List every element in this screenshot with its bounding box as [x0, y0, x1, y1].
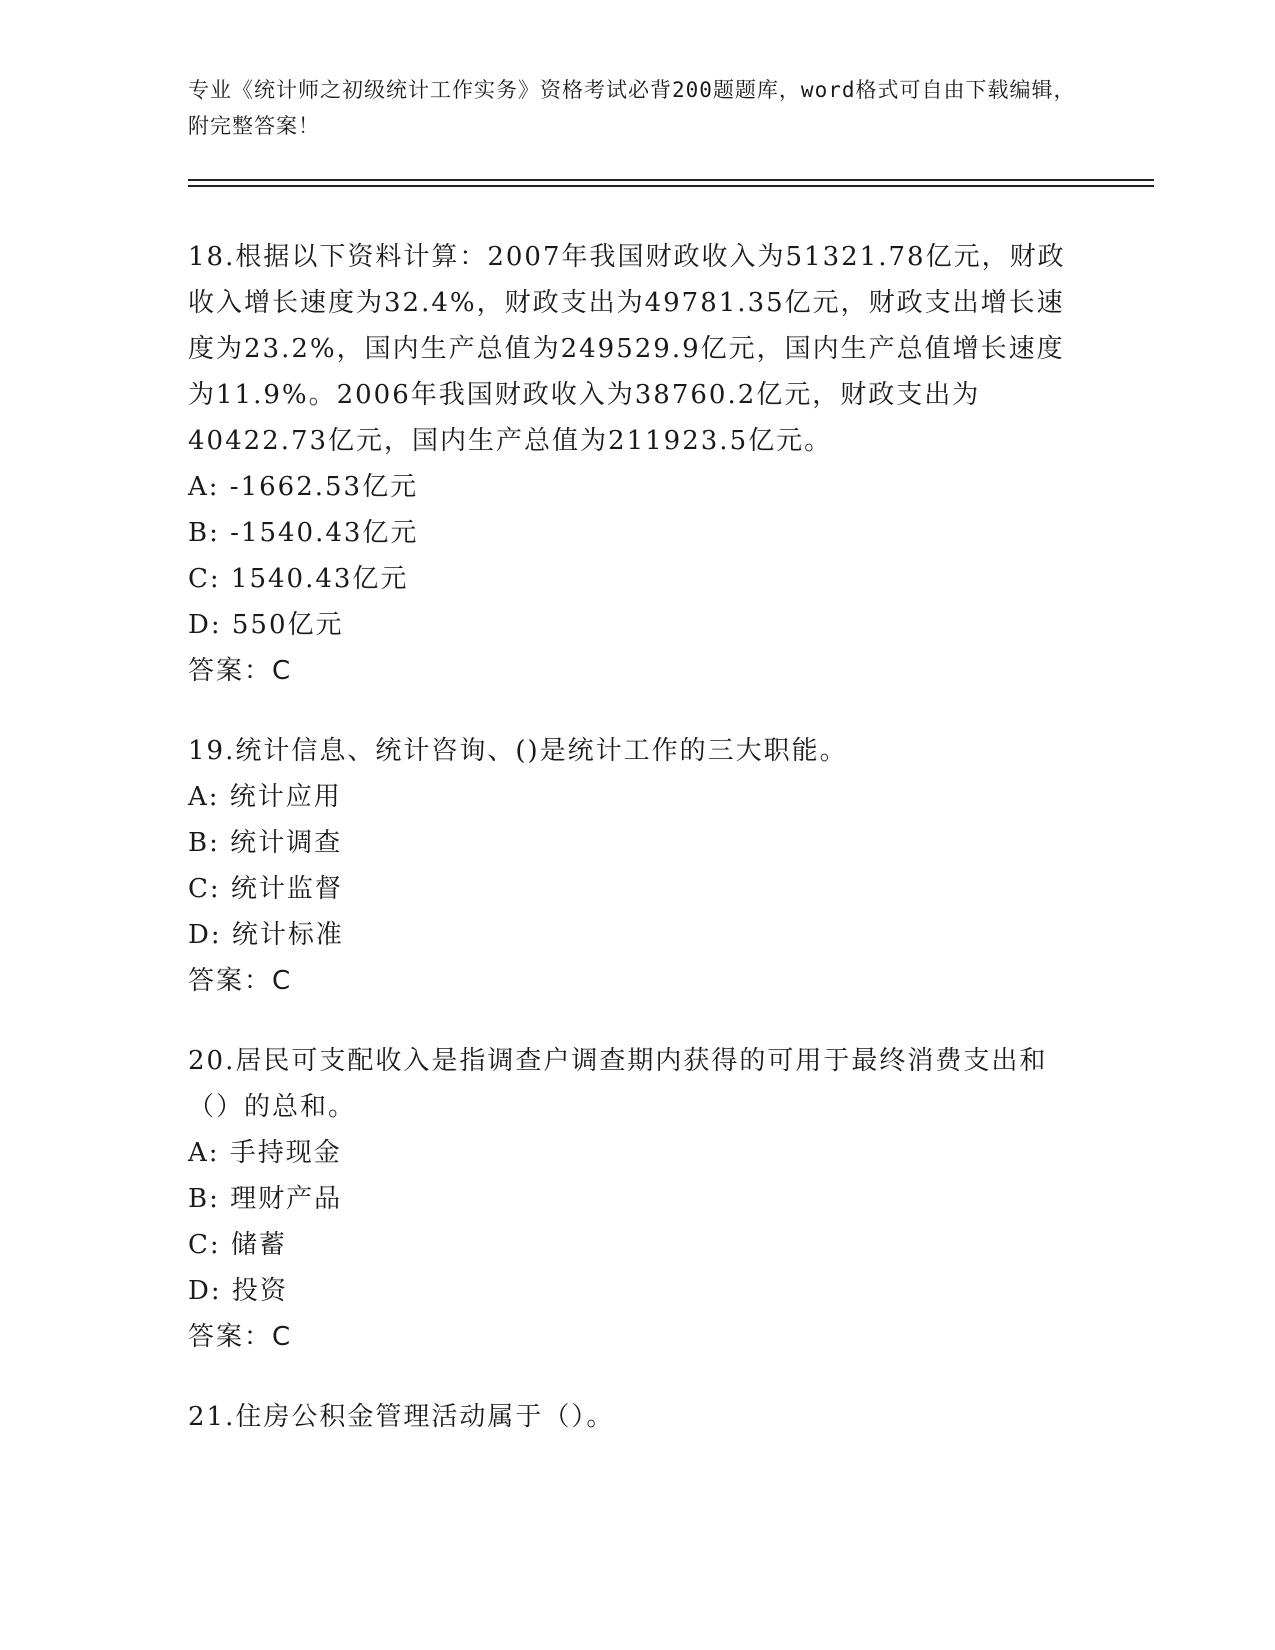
- option-a: A: 统计应用: [188, 782, 342, 812]
- option-c: C: 统计监督: [188, 874, 343, 904]
- question-text: 19.统计信息、统计咨询、()是统计工作的三大职能。: [188, 736, 848, 766]
- answer: 答案：C: [188, 1322, 293, 1352]
- option-b: B: 理财产品: [188, 1184, 343, 1214]
- option-a: A: 手持现金: [188, 1138, 342, 1168]
- question-text: 21.住房公积金管理活动属于（）。: [188, 1402, 615, 1432]
- option-b: B: 统计调查: [188, 828, 343, 858]
- document-header: 专业《统计师之初级统计工作实务》资格考试必背200题题库，word格式可自由下载编辑，附完整答案！: [188, 78, 1076, 138]
- option-d: D: 统计标准: [188, 920, 344, 950]
- header-rule-bottom: [188, 185, 1154, 187]
- option-b: B: -1540.43亿元: [188, 518, 419, 548]
- question-text: 18.根据以下资料计算：2007年我国财政收入为51321.78亿元，财政收入增长速度为32.4%，财政支出为49781.35亿元，财政支出增长速度为23.2%，国内生产总值为249529.9亿元，国内生产总值增长速度为11.9%。2006年我国财政收入为38760.2亿元，财政支出为40422.73亿元，国内生产总值为211923.5亿元。: [188, 242, 1066, 456]
- option-c: C: 1540.43亿元: [188, 564, 409, 594]
- option-a: A: -1662.53亿元: [188, 472, 419, 502]
- question-19: [188, 728, 1088, 1004]
- answer: 答案：C: [188, 966, 293, 996]
- question-list: [188, 234, 1088, 1474]
- option-c: C: 储蓄: [188, 1230, 287, 1260]
- question-21: [188, 1394, 1088, 1440]
- question-18: [188, 234, 1088, 694]
- option-d: D: 投资: [188, 1276, 288, 1306]
- answer: 答案：C: [188, 656, 293, 686]
- header-rule-top: [188, 179, 1154, 181]
- option-d: D: 550亿元: [188, 610, 344, 640]
- question-20: [188, 1038, 1088, 1360]
- question-text: 20.居民可支配收入是指调查户调查期内获得的可用于最终消费支出和（）的总和。: [188, 1046, 1048, 1122]
